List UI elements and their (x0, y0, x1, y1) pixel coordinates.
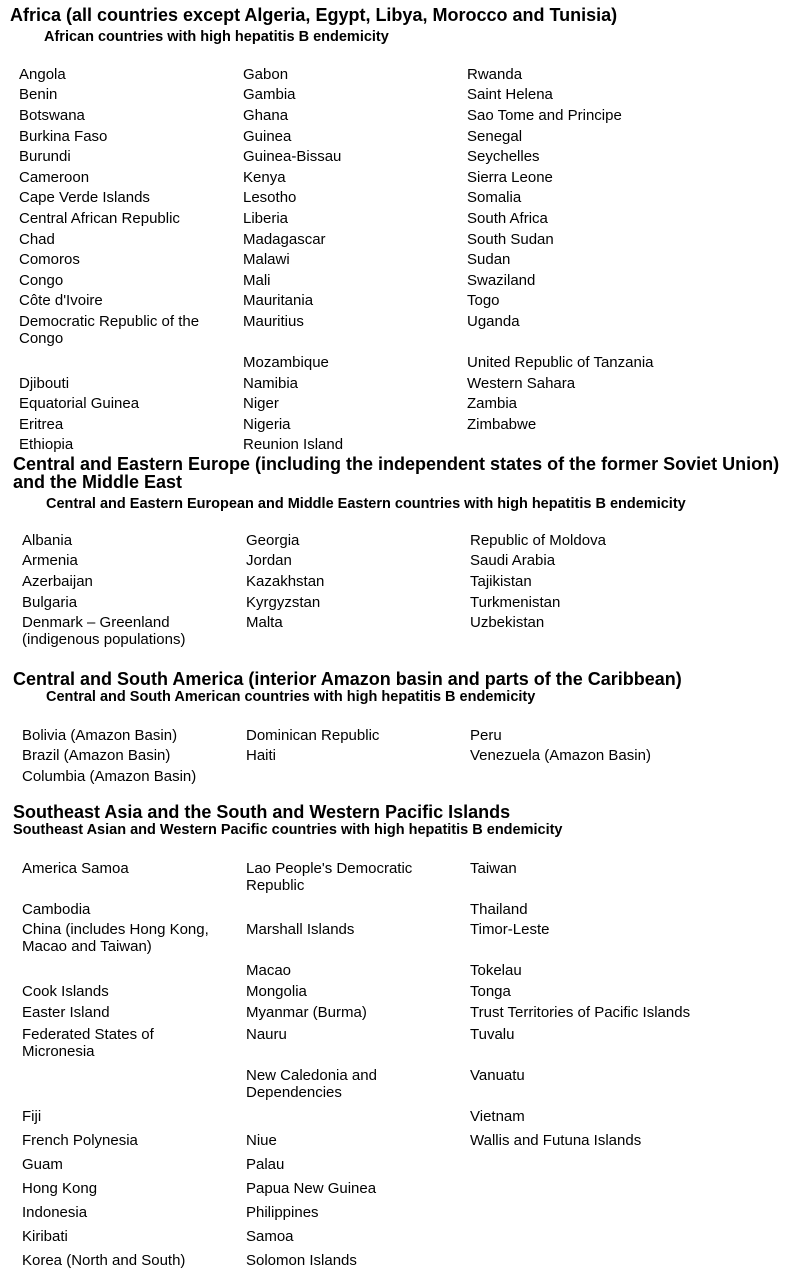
country-cell: Bolivia (Amazon Basin) (22, 726, 178, 744)
country-cell: Rwanda (467, 65, 523, 83)
country-table (22, 725, 754, 787)
country-cell: New Caledonia and Dependencies (246, 1066, 377, 1101)
country-cell: Cambodia (22, 900, 91, 918)
country-cell: Kazakhstan (246, 572, 325, 590)
country-cell: Kiribati (22, 1227, 68, 1245)
country-cell: Myanmar (Burma) (246, 1003, 367, 1021)
country-cell: Taiwan (470, 859, 517, 877)
table-row (22, 1128, 754, 1152)
table-row (22, 1063, 754, 1104)
country-cell: Liberia (243, 209, 289, 227)
country-cell: Nauru (246, 1025, 287, 1043)
country-cell: Trust Territories of Pacific Islands (470, 1003, 691, 1021)
country-cell: China (includes Hong Kong, Macao and Taiwan) (22, 921, 209, 956)
country-cell: South Sudan (467, 230, 554, 248)
country-cell: Chad (19, 230, 55, 248)
country-cell: Georgia (246, 531, 300, 549)
country-cell: Cameroon (19, 168, 90, 186)
country-cell: Solomon Islands (246, 1251, 357, 1269)
section-title: Africa (all countries except Algeria, Egypt, Libya, Morocco and Tunisia) (10, 5, 618, 25)
country-cell: Tonga (470, 982, 511, 1000)
country-cell: Columbia (Amazon Basin) (22, 767, 197, 785)
country-cell: Peru (470, 726, 502, 744)
section-subtitle: Central and Eastern European and Middle Eastern countries with high hepatitis B endemicity (46, 496, 686, 512)
table-row (22, 1022, 754, 1063)
country-cell: Tuvalu (470, 1025, 515, 1043)
table-row (22, 961, 754, 982)
country-cell: Vanuatu (470, 1066, 525, 1084)
country-cell: Philippines (246, 1203, 319, 1221)
country-cell: Western Sahara (467, 374, 576, 392)
table-row (19, 167, 751, 188)
country-cell: Marshall Islands (246, 921, 355, 939)
country-cell: Ghana (243, 106, 289, 124)
country-cell: Côte d'Ivoire (19, 292, 103, 310)
country-cell: Lao People's Democratic Republic (246, 859, 413, 894)
country-cell: Nigeria (243, 415, 291, 433)
country-cell: Albania (22, 531, 73, 549)
country-cell: Equatorial Guinea (19, 395, 140, 413)
country-cell: Jordan (246, 552, 292, 570)
table-row (19, 434, 751, 455)
table-row (19, 249, 751, 270)
country-cell: Saint Helena (467, 86, 553, 104)
country-cell: Namibia (243, 374, 299, 392)
country-cell: South Africa (467, 209, 548, 227)
country-cell: Mozambique (243, 353, 329, 371)
table-row (22, 592, 754, 613)
country-cell: Guam (22, 1155, 63, 1173)
table-row (22, 899, 754, 920)
country-cell: Lesotho (243, 189, 297, 207)
table-row (19, 373, 751, 394)
country-cell: Bulgaria (22, 593, 78, 611)
country-cell: Thailand (470, 900, 528, 918)
table-row (19, 352, 751, 373)
country-cell (470, 1248, 754, 1272)
country-cell: Korea (North and South) (22, 1251, 186, 1269)
country-cell: Gabon (243, 65, 289, 83)
country-cell: Sao Tome and Principe (467, 106, 622, 124)
table-row (22, 1104, 754, 1128)
country-cell: Guinea-Bissau (243, 148, 342, 166)
country-cell: Zimbabwe (467, 415, 537, 433)
country-cell: Mali (243, 271, 271, 289)
table-row (22, 612, 754, 653)
country-cell: French Polynesia (22, 1131, 138, 1149)
country-cell: Venezuela (Amazon Basin) (470, 747, 651, 765)
country-cell: Azerbaijan (22, 572, 93, 590)
section-title: Central and South America (interior Amazon basin and parts of the Caribbean) (13, 669, 682, 689)
section-title: Central and Eastern Europe (including the independent states of the former Soviet Union) and the Middle East (13, 454, 780, 492)
table-row (22, 725, 754, 746)
table-row (22, 858, 754, 899)
country-cell: Denmark – Greenland (indigenous populations) (22, 614, 186, 649)
country-cell: Wallis and Futuna Islands (470, 1131, 642, 1149)
country-cell: Republic of Moldova (470, 531, 606, 549)
country-cell: Papua New Guinea (246, 1179, 377, 1197)
table-row (19, 270, 751, 291)
country-cell (470, 1200, 754, 1224)
country-cell: Malawi (243, 251, 290, 269)
table-row (22, 746, 754, 767)
country-cell: Swaziland (467, 271, 536, 289)
country-cell: United Republic of Tanzania (467, 353, 654, 371)
table-row (19, 311, 751, 352)
table-row (22, 920, 754, 961)
table-row (22, 1224, 754, 1248)
country-table (22, 858, 754, 1272)
table-row (22, 1152, 754, 1176)
table-row (22, 1200, 754, 1224)
country-cell: Benin (19, 86, 58, 104)
section-eastern-europe-middle-east (0, 454, 790, 649)
country-cell: Burundi (19, 148, 71, 166)
country-cell: Comoros (19, 251, 80, 269)
country-cell: Samoa (246, 1227, 294, 1245)
country-cell: Tajikistan (470, 572, 532, 590)
country-cell: Sierra Leone (467, 168, 553, 186)
table-row (19, 291, 751, 312)
country-cell: Angola (19, 65, 66, 83)
country-cell: Tokelau (470, 962, 522, 980)
country-cell: Djibouti (19, 374, 70, 392)
country-cell: Brazil (Amazon Basin) (22, 747, 171, 765)
table-row (19, 126, 751, 147)
country-cell: Mauritania (243, 292, 314, 310)
country-cell: Madagascar (243, 230, 326, 248)
country-cell: Central African Republic (19, 209, 180, 227)
table-row (22, 1248, 754, 1272)
country-cell: Gambia (243, 86, 296, 104)
country-cell: Uganda (467, 312, 520, 330)
section-subtitle: African countries with high hepatitis B endemicity (44, 29, 389, 45)
section-africa (0, 5, 790, 454)
table-row (22, 1002, 754, 1023)
table-row (19, 105, 751, 126)
country-cell (22, 961, 246, 982)
country-cell (470, 1176, 754, 1200)
country-cell: Uzbekistan (470, 614, 545, 632)
country-cell: Federated States of Micronesia (22, 1025, 154, 1060)
country-cell (470, 1152, 754, 1176)
section-subtitle: Southeast Asian and Western Pacific countries with high hepatitis B endemicity (13, 822, 563, 838)
country-cell (467, 434, 751, 455)
country-cell: Palau (246, 1155, 285, 1173)
country-cell (246, 766, 470, 787)
country-cell (470, 1224, 754, 1248)
country-cell: Reunion Island (243, 436, 344, 454)
country-cell (19, 352, 243, 373)
section-southeast-asia-pacific (0, 802, 790, 1269)
country-cell: Kyrgyzstan (246, 593, 321, 611)
country-cell: Senegal (467, 127, 523, 145)
country-cell: Haiti (246, 747, 277, 765)
country-cell: Ethiopia (19, 436, 74, 454)
country-cell: Kenya (243, 168, 286, 186)
country-cell: Botswana (19, 106, 85, 124)
table-row (22, 571, 754, 592)
table-row (22, 551, 754, 572)
section-central-south-america (0, 669, 790, 785)
table-row (19, 229, 751, 250)
country-cell (22, 1063, 246, 1104)
country-table (19, 64, 751, 455)
country-cell (246, 899, 470, 920)
country-cell: Mongolia (246, 982, 307, 1000)
country-cell: Cape Verde Islands (19, 189, 150, 207)
country-cell: Somalia (467, 189, 522, 207)
table-row (19, 414, 751, 435)
country-cell: Mauritius (243, 312, 304, 330)
country-cell: Eritrea (19, 415, 64, 433)
country-cell: Sudan (467, 251, 511, 269)
table-row (19, 85, 751, 106)
country-cell (470, 766, 754, 787)
table-row (19, 146, 751, 167)
table-row (22, 981, 754, 1002)
section-title: Southeast Asia and the South and Western Pacific Islands (13, 802, 511, 822)
country-cell: Easter Island (22, 1003, 110, 1021)
table-row (19, 188, 751, 209)
country-cell: Burkina Faso (19, 127, 108, 145)
section-subtitle: Central and South American countries with high hepatitis B endemicity (46, 689, 536, 705)
country-cell: Congo (19, 271, 64, 289)
country-cell: Vietnam (470, 1107, 525, 1125)
country-cell: Hong Kong (22, 1179, 98, 1197)
country-cell: Cook Islands (22, 982, 109, 1000)
table-row (19, 393, 751, 414)
country-cell: Niger (243, 395, 279, 413)
country-cell: Macao (246, 962, 292, 980)
table-row (22, 1176, 754, 1200)
table-row (19, 64, 751, 85)
country-cell: Zambia (467, 395, 518, 413)
table-row (22, 530, 754, 551)
table-row (19, 208, 751, 229)
country-cell: America Samoa (22, 859, 129, 877)
country-cell: Armenia (22, 552, 78, 570)
country-cell (246, 1104, 470, 1128)
country-cell: Fiji (22, 1107, 42, 1125)
country-cell: Malta (246, 614, 283, 632)
country-cell: Niue (246, 1131, 277, 1149)
country-table (22, 530, 754, 653)
country-cell: Togo (467, 292, 500, 310)
country-cell: Turkmenistan (470, 593, 561, 611)
country-cell: Guinea (243, 127, 292, 145)
country-cell: Indonesia (22, 1203, 88, 1221)
country-cell: Seychelles (467, 148, 540, 166)
table-row (22, 766, 754, 787)
country-cell: Democratic Republic of the Congo (19, 312, 200, 347)
country-cell: Timor-Leste (470, 921, 550, 939)
country-cell: Dominican Republic (246, 726, 380, 744)
country-cell: Saudi Arabia (470, 552, 556, 570)
